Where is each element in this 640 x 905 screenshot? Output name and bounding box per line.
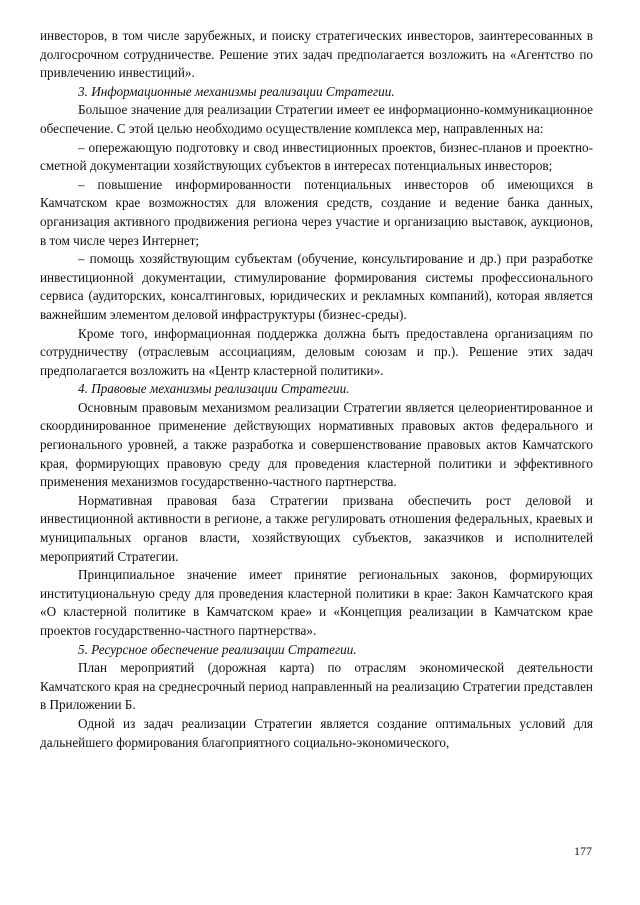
section-heading-resource-support: 5. Ресурсное обеспечение реализации Стратегии. [78, 641, 357, 657]
paragraph: Принципиальное значение имеет принятие региональных законов, формирующих институциональную среду для проведения кластерной политики в крае: Закон Камчатского края «О кластерной политике в Камчатском крае» и «Концепция реализации в Камчатском крае проектов государственно-частного партнерства». [40, 567, 593, 638]
paragraph-continues-next-page: Одной из задач реализации Стратегии является создание оптимальных условий для дальнейшего формирования благоприятного социально-экономического, [40, 715, 593, 750]
paragraph: Большое значение для реализации Стратегии имеет ее информационно-коммуникационное обеспечение. С этой целью необходимо осуществление комплекса мер, направленных на: [40, 102, 593, 136]
section-heading-legal-mechanisms: 4. Правовые механизмы реализации Стратегии. [78, 381, 350, 397]
list-item: – опережающую подготовку и свод инвестиционных проектов, бизнес-планов и проектно-сметной документации хозяйствующих субъектов в интересах потенциальных инвесторов; [40, 139, 593, 174]
section-heading-information-mechanisms: 3. Информационные механизмы реализации Стратегии. [78, 83, 395, 99]
page-number: 177 [574, 844, 592, 858]
paragraph: План мероприятий (дорожная карта) по отраслям экономической деятельности Камчатского края на среднесрочный период направленный на реализацию Стратегии представлен в Приложении Б. [40, 660, 593, 713]
paragraph: Основным правовым механизмом реализации Стратегии является целеориентированное и скоординированное применение действующих нормативных правовых актов федерального и регионального уровней, а также разработка и совершенствование правовых актов Камчатского края, формирующих правовую среду для проведения кластерной политики и эффективного применения механизмов государственно-частного партнерства. [40, 399, 593, 490]
document-body [40, 27, 593, 752]
list-item: – повышение информированности потенциальных инвесторов об имеющихся в Камчатском крае возможностях для вложения средств, создание и ведение банка данных, организация активного продвижения региона через участие и организацию выставок, аукционов, в том числе через Интернет; [40, 176, 593, 248]
paragraph: Нормативная правовая база Стратегии призвана обеспечить рост деловой и инвестиционной активности в регионе, а также регулировать отношения федеральных, краевых и муниципальных органов власти, хозяйствующих субъектов, заказчиков и исполнителей мероприятий Стратегии. [40, 492, 593, 564]
list-item: – помощь хозяйствующим субъектам (обучение, консультирование и др.) при разработке инвестиционной документации, стимулирование формирования системы профессионального сервиса (аудиторских, консалтинговых, юридических и рекламных компаний), которая является важнейшим элементом деловой инфраструктуры (бизнес-среды). [40, 251, 593, 322]
paragraph-continuation: инвесторов, в том числе зарубежных, и поиску стратегических инвесторов, заинтересованных в долгосрочном сотрудничестве. Решение этих задач предполагается возложить на «Агентство по привлечению инвестиций». [40, 28, 593, 81]
paragraph: Кроме того, информационная поддержка должна быть предоставлена организациям по сотрудничеству (отраслевым ассоциациям, деловым союзам и пр.). Решение этих задач предполагается возложить на «Центр кластерной политики». [40, 325, 593, 378]
